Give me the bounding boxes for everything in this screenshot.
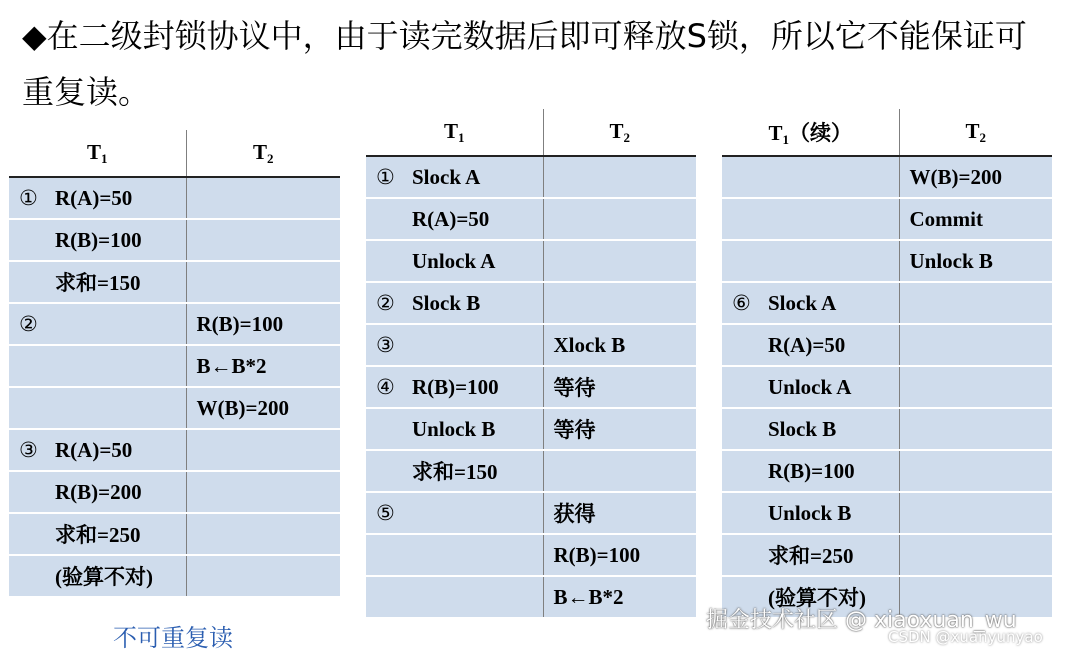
t1-operation: Slock A [768, 290, 837, 315]
table-row [722, 492, 1052, 534]
t2-operation: 等待 [543, 408, 696, 450]
t1-operation: R(B)=100 [55, 227, 142, 252]
table-row [722, 534, 1052, 576]
t1-cell [722, 282, 899, 324]
t2-operation [186, 219, 340, 261]
schedule-table-3 [722, 109, 1052, 617]
table-row [9, 471, 340, 513]
table-row [722, 240, 1052, 282]
table-row [9, 303, 340, 345]
t1-cell [9, 387, 186, 429]
table-row [366, 576, 696, 617]
t1-cell [722, 198, 899, 240]
t2-operation [543, 198, 696, 240]
t1-cell [722, 534, 899, 576]
table-row [366, 450, 696, 492]
t1-cell [9, 513, 186, 555]
table2-header-t2: $T_2$ [543, 109, 696, 156]
table-row [9, 555, 340, 596]
t1-cell [366, 492, 543, 534]
t1-operation: R(B)=200 [55, 479, 142, 504]
t1-cell [722, 366, 899, 408]
t1-operation: R(A)=50 [768, 332, 846, 357]
t2-operation: Xlock B [543, 324, 696, 366]
t1-operation: 求和=150 [55, 271, 141, 295]
t2-operation [899, 450, 1052, 492]
table-row [722, 450, 1052, 492]
watermark-csdn: CSDN @xuanyunyao [888, 628, 1043, 646]
t1-cell [722, 492, 899, 534]
t1-operation: Unlock B [412, 416, 496, 441]
heading-text: ◆在二级封锁协议中，由于读完数据后即可释放S锁，所以它不能保证可重复读。 [22, 17, 1027, 111]
t2-operation [186, 261, 340, 303]
t1-operation: R(B)=100 [412, 374, 499, 399]
t1-cell [9, 177, 186, 219]
t1-operation: 求和=250 [55, 523, 141, 547]
t2-operation [186, 513, 340, 555]
t1-operation: 求和=250 [768, 544, 854, 568]
t2-operation: W(B)=200 [186, 387, 340, 429]
step-marker: ⑤ [376, 500, 395, 525]
step-marker: ① [376, 164, 395, 189]
t1-operation: R(A)=50 [55, 437, 133, 462]
t1-cell [9, 429, 186, 471]
t1-operation: R(B)=100 [768, 458, 855, 483]
t2-operation [899, 324, 1052, 366]
step-marker: ③ [376, 332, 395, 357]
t1-cell [9, 219, 186, 261]
t2-operation: Unlock B [899, 240, 1052, 282]
table-row [366, 156, 696, 198]
t1-cell [722, 156, 899, 198]
t2-operation [186, 471, 340, 513]
table-row [722, 198, 1052, 240]
t2-operation: 获得 [543, 492, 696, 534]
t2-operation: 等待 [543, 366, 696, 408]
t1-operation: 求和=150 [412, 460, 498, 484]
t2-operation [899, 492, 1052, 534]
t2-operation: R(B)=100 [543, 534, 696, 576]
table-row [366, 408, 696, 450]
table-row [722, 282, 1052, 324]
t1-cell [722, 324, 899, 366]
table-row [9, 513, 340, 555]
t1-operation: Unlock B [768, 500, 852, 525]
table-row [9, 177, 340, 219]
t1-cell [366, 534, 543, 576]
t2-operation [899, 534, 1052, 576]
t1-operation: (验算不对) [768, 586, 866, 610]
t2-operation [543, 156, 696, 198]
t2-operation [543, 240, 696, 282]
table-row [9, 261, 340, 303]
t1-cell [9, 555, 186, 596]
t1-cell [366, 324, 543, 366]
schedule-table-1 [9, 130, 340, 596]
table-row [722, 366, 1052, 408]
t2-operation [899, 408, 1052, 450]
table-row [9, 345, 340, 387]
t2-operation [543, 450, 696, 492]
t2-operation: B←B*2 [186, 345, 340, 387]
table3-header-t1: $T_1$（续） [722, 109, 899, 156]
t2-operation [899, 366, 1052, 408]
table1-header-t2: $T_2$ [186, 130, 340, 177]
table-row [366, 282, 696, 324]
table-row [366, 492, 696, 534]
schedule-table-2 [366, 109, 696, 617]
t2-operation [186, 429, 340, 471]
table1-header-t1: $T_1$ [9, 130, 186, 177]
t1-operation: Unlock A [412, 248, 496, 273]
t1-cell [366, 282, 543, 324]
t1-cell [366, 240, 543, 282]
t1-cell [722, 408, 899, 450]
step-marker: ① [19, 185, 38, 210]
step-marker: ② [19, 311, 38, 336]
t2-operation: W(B)=200 [899, 156, 1052, 198]
step-marker: ② [376, 290, 395, 315]
table-row [9, 219, 340, 261]
t1-cell [366, 408, 543, 450]
table2-header-t1: $T_1$ [366, 109, 543, 156]
t1-operation: (验算不对) [55, 565, 153, 589]
table-row [722, 324, 1052, 366]
t2-operation [186, 177, 340, 219]
t2-operation: R(B)=100 [186, 303, 340, 345]
t1-operation: Slock B [768, 416, 837, 441]
caption-non-repeatable-read: 不可重复读 [113, 624, 233, 652]
step-marker: ④ [376, 374, 395, 399]
table3-header-t2: $T_2$ [899, 109, 1052, 156]
t1-cell [722, 450, 899, 492]
t1-cell [9, 345, 186, 387]
t1-cell [366, 156, 543, 198]
table-row [366, 366, 696, 408]
table-row [9, 429, 340, 471]
step-marker: ③ [19, 437, 38, 462]
t2-operation [186, 555, 340, 596]
t1-cell [366, 366, 543, 408]
t2-operation [543, 282, 696, 324]
t1-operation: Slock A [412, 164, 481, 189]
t1-operation: R(A)=50 [55, 185, 133, 210]
t2-operation: Commit [899, 198, 1052, 240]
t1-cell [9, 261, 186, 303]
t1-operation: Unlock A [768, 374, 852, 399]
t2-operation: B←B*2 [543, 576, 696, 617]
table-row [9, 387, 340, 429]
table-row [366, 534, 696, 576]
t1-cell [9, 471, 186, 513]
t1-cell [366, 576, 543, 617]
t1-operation: R(A)=50 [412, 206, 490, 231]
table-row [722, 408, 1052, 450]
t1-cell [366, 198, 543, 240]
t1-cell [9, 303, 186, 345]
t1-operation: Slock B [412, 290, 481, 315]
step-marker: ⑥ [732, 290, 751, 315]
table-row [366, 324, 696, 366]
watermark-juejin: 掘金技术社区 @ xiaoxuan_wu [706, 608, 1017, 633]
table-row [366, 240, 696, 282]
t1-cell [722, 240, 899, 282]
table-row [722, 156, 1052, 198]
table-row [366, 198, 696, 240]
t1-cell [366, 450, 543, 492]
t2-operation [899, 282, 1052, 324]
